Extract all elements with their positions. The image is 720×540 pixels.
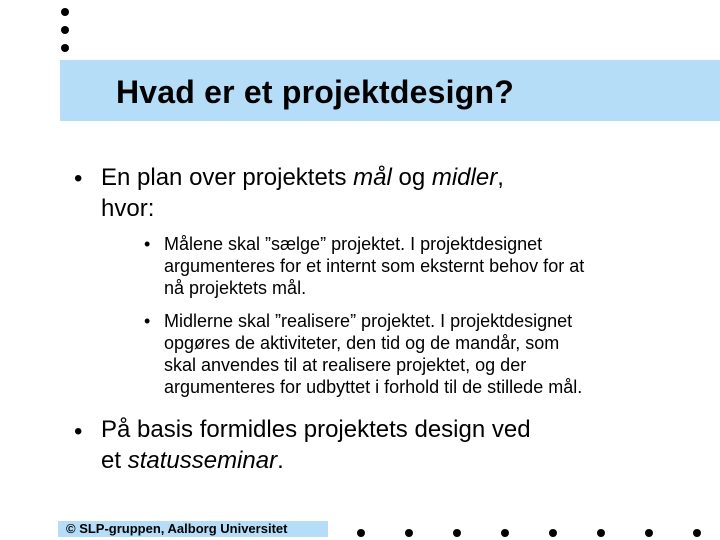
text-run: , (497, 164, 504, 191)
decorative-dot (405, 529, 413, 537)
sub-bullet-line: Midlerne skal ”realisere” projektet. I projektdesignet (164, 311, 573, 331)
decorative-dot (597, 529, 605, 537)
sub-bullet-line: argumenteres for udbyttet i forhold til de stillede mål. (164, 377, 583, 397)
sub-bullet-marker: • (144, 234, 151, 254)
sub-bullet-text (164, 310, 694, 398)
text-run: et (101, 447, 128, 474)
bullet-line: På basis formidles projektets design ved (101, 416, 531, 443)
bullet-line (101, 162, 661, 193)
text-run: En plan over projektets (101, 164, 354, 191)
decorative-dot (501, 529, 509, 537)
emphasis-text: midler (431, 164, 498, 191)
sub-bullet-line: opgøres de aktiviteter, den tid og de mandår, som (164, 333, 560, 353)
sub-bullet-marker: • (144, 311, 151, 331)
text-run: og (391, 164, 432, 191)
emphasis-text: mål (353, 164, 392, 191)
bullet-marker: • (74, 165, 83, 192)
text-run: . (277, 447, 284, 474)
decorative-dot (693, 529, 701, 537)
bullet-text (101, 162, 661, 224)
sub-bullet-text (164, 233, 694, 299)
emphasis-text: statusseminar (127, 447, 278, 474)
bullet-marker: • (74, 418, 83, 445)
sub-bullet-line: Målene skal ”sælge” projektet. I projektdesignet (164, 234, 543, 254)
bullet-line (101, 445, 661, 476)
sub-bullet-line: skal anvendes til at realisere projektet, og der (164, 355, 527, 375)
footer-copyright: © SLP-gruppen, Aalborg Universitet (58, 521, 328, 537)
decorative-dot (645, 529, 653, 537)
bullet-line: hvor: (101, 195, 155, 222)
decorative-dot (61, 26, 69, 34)
decorative-dot (61, 8, 69, 16)
decorative-dot (549, 529, 557, 537)
sub-bullet-line: nå projektets mål. (164, 278, 307, 298)
decorative-dot (453, 529, 461, 537)
decorative-dot (61, 44, 69, 52)
decorative-dot (357, 529, 365, 537)
slide-title: Hvad er et projektdesign? (116, 74, 514, 110)
bullet-text (101, 414, 661, 476)
sub-bullet-line: argumenteres for et internt som eksternt behov for at (164, 256, 585, 276)
